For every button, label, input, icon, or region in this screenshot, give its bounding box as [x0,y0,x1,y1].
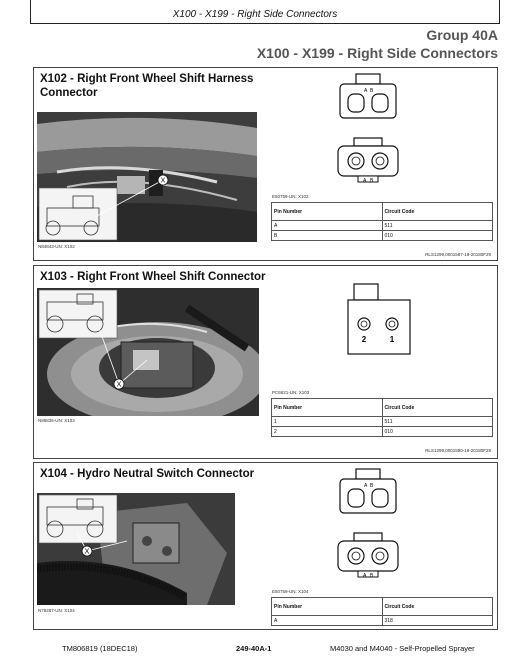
pin-table [271,202,493,241]
reference-code: RLS1299,0001590-19-20180F29 [425,448,491,453]
table-caption: E50759-UN: X104 [272,589,309,594]
connector-face-view [338,138,398,184]
pin-cell: A [272,616,383,626]
section-title: X103 - Right Front Wheel Shift Connector [40,271,266,283]
table-row [272,417,493,427]
svg-text:A: A [364,88,368,94]
column-header: Pin Number [272,598,383,616]
connector-diagram-pair [334,72,402,192]
circuit-cell: 010 [382,231,493,241]
svg-text:B: B [370,483,374,489]
column-header: Pin Number [272,203,383,221]
pin-cell: 1 [272,417,383,427]
table-row [272,427,493,437]
pin-table [271,597,493,626]
group-number: Group 40A [426,27,498,43]
pin-cell: 2 [272,427,383,437]
reference-code: RLS1299,0001587-19-20180F29 [425,252,491,257]
connector-side-view [340,74,396,118]
pin-cell: B [272,231,383,241]
photo-caption: N86835-UN: X103 [38,418,75,423]
callout-label: X [84,548,90,556]
connector-diagram [344,280,414,360]
harness-connector-photo [37,112,257,242]
svg-text:B: B [370,573,374,579]
running-header: X100 - X199 - Right Side Connectors [172,9,338,20]
pin-cell: A [272,221,383,231]
table-caption: PC6621-UN: X103 [272,390,310,395]
pin-label: 1 [389,335,395,344]
footer-page-number: 249-40A-1 [236,644,272,653]
callout-label: X [160,177,166,185]
group-heading [257,26,498,62]
hydro-neutral-switch-photo [37,493,235,605]
column-header: Circuit Code [382,203,493,221]
section-title: X104 - Hydro Neutral Switch Connector [40,468,255,480]
section-x104 [33,462,498,630]
svg-text:A: A [363,573,367,579]
group-section-title: X100 - X199 - Right Side Connectors [256,45,498,61]
circuit-cell: 511 [382,417,493,427]
connector-side-view [340,469,396,513]
circuit-cell: 010 [382,427,493,437]
section-x103 [33,265,498,459]
column-header: Circuit Code [382,399,493,417]
circuit-cell: 511 [382,221,493,231]
wheel-shift-connector-photo [37,288,259,416]
photo-caption: N84843-UN: X102 [38,244,75,249]
table-row [272,616,493,626]
column-header: Circuit Code [382,598,493,616]
connector-face-view [338,533,398,579]
svg-text:A: A [364,483,368,489]
photo-caption: N78287-UN: X104 [38,608,75,613]
svg-text:B: B [370,88,374,94]
table-row [272,231,493,241]
footer-doc-id: TM806819 (18DEC18) [62,644,138,653]
circuit-cell: 318 [382,616,493,626]
callout-label: X [116,381,122,389]
table-row [272,221,493,231]
connector-diagram-pair [334,467,402,587]
svg-text:A: A [363,178,367,184]
table-caption: E50759-UN: X102 [272,194,309,199]
pin-table [271,398,493,437]
pin-label: 2 [361,335,367,344]
section-title: X102 - Right Front Wheel Shift Harness Connector [40,73,254,99]
footer-product-name: M4030 and M4040 - Self-Propelled Sprayer [330,644,475,653]
svg-text:B: B [370,178,374,184]
column-header: Pin Number [272,399,383,417]
section-x102 [33,67,498,261]
